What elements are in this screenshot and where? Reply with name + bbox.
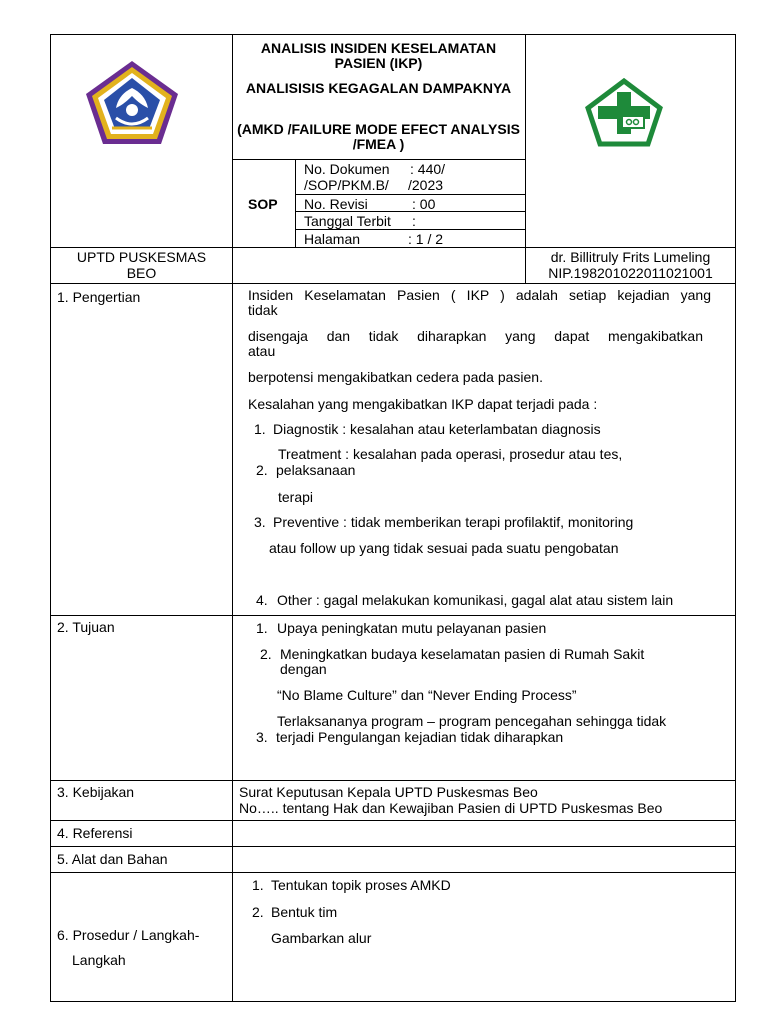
row-line-prosedur — [50, 872, 736, 873]
doc-number-value: : 440/ — [410, 161, 446, 177]
issue-date-label: Tanggal Terbit — [304, 213, 391, 229]
list-item: “No Blame Culture” dan “Never Ending Process” — [277, 687, 577, 703]
header-right-divider — [525, 34, 526, 283]
pengertian-line: Kesalahan yang mengakibatkan IKP dapat terjadi pada : — [248, 396, 598, 412]
pengertian-line: Insiden Keselamatan Pasien ( IKP ) adalah setiap kejadian yang — [248, 287, 711, 303]
list-item: dengan — [280, 661, 327, 677]
header-bottom-line — [50, 247, 736, 248]
row-line-tujuan — [50, 615, 736, 616]
pengertian-line: atau — [248, 343, 276, 359]
list-number: 1. — [256, 620, 268, 636]
list-number: 4. — [256, 592, 268, 608]
list-number: 1. — [254, 421, 266, 437]
list-item: atau follow up yang tidak sesuai pada suatu pengobatan — [269, 540, 619, 556]
list-number: 2. — [256, 462, 268, 478]
list-number: 2. — [252, 904, 264, 920]
list-item: Bentuk tim — [271, 904, 338, 920]
list-item: terjadi Pengulangan kejadian tidak diharapkan — [276, 729, 564, 745]
border-bottom — [50, 1001, 736, 1002]
list-number: 3. — [254, 514, 266, 530]
list-item: Gambarkan alur — [271, 930, 372, 946]
title-divider — [232, 159, 525, 160]
section-pengertian-label: 1. Pengertian — [57, 289, 141, 305]
list-number: 3. — [256, 729, 268, 745]
list-item: pelaksanaan — [276, 462, 356, 478]
sop-divider — [295, 159, 296, 247]
page-value: : 1 / 2 — [408, 231, 444, 247]
document-subtitle: ANALISISIS KEGAGALAN DAMPAKNYA — [245, 80, 512, 96]
revision-value: : 00 — [412, 196, 436, 212]
meta-row-line-1 — [295, 194, 525, 195]
puskesmas-logo-icon — [584, 78, 664, 148]
border-left — [50, 34, 51, 1002]
doc-number-label: No. Dokumen — [304, 161, 390, 177]
org-name-line2: BEO — [126, 265, 157, 281]
border-top — [50, 34, 736, 35]
list-item: Upaya peningkatan mutu pelayanan pasien — [277, 620, 547, 636]
list-number: 2. — [260, 646, 272, 662]
signatory-nip: NIP.198201022011021001 — [548, 265, 713, 281]
document-title: ANALISIS INSIDEN KESELAMATAN PASIEN (IKP) — [260, 40, 497, 71]
kebijakan-line: No….. tentang Hak dan Kewajiban Pasien di UPTD Puskesmas Beo — [239, 800, 663, 816]
list-item: Preventive : tidak memberikan terapi profilaktif, monitoring — [273, 514, 634, 530]
sop-label: SOP — [248, 196, 278, 212]
revision-label: No. Revisi — [304, 196, 368, 212]
list-item: Tentukan topik proses AMKD — [271, 877, 451, 893]
section-prosedur-label: 6. Prosedur / Langkah- — [57, 927, 200, 943]
org-row-bottom-line — [50, 283, 736, 284]
doc-number-year: /2023 — [408, 177, 444, 193]
section-prosedur-label-cont: Langkah — [72, 952, 126, 968]
pengertian-line: tidak — [248, 302, 278, 318]
page-label: Halaman — [304, 231, 361, 247]
row-line-kebijakan — [50, 780, 736, 781]
document-method: (AMKD /FAILURE MODE EFECT ANALYSIS /FMEA ) — [237, 121, 520, 152]
list-item: terapi — [278, 489, 314, 505]
row-line-alat — [50, 846, 736, 847]
meta-row-line-3 — [295, 229, 525, 230]
issue-date-value: : — [412, 213, 416, 229]
list-number: 1. — [252, 877, 264, 893]
kebijakan-line: Surat Keputusan Kepala UPTD Puskesmas Beo — [239, 784, 538, 800]
pengertian-line: disengaja dan tidak diharapkan yang dapat mengakibatkan — [248, 328, 703, 344]
pengertian-line: berpotensi mengakibatkan cedera pada pasien. — [248, 369, 543, 385]
list-item: Meningkatkan budaya keselamatan pasien di Rumah Sakit — [280, 646, 645, 662]
row-line-referensi — [50, 820, 736, 821]
section-referensi-label: 4. Referensi — [57, 825, 133, 841]
border-right — [735, 34, 736, 1002]
list-item: Treatment : kesalahan pada operasi, prosedur atau tes, — [278, 446, 623, 462]
doc-number-code: /SOP/PKM.B/ — [304, 177, 389, 193]
regency-emblem-icon — [82, 58, 182, 148]
list-item: Other : gagal melakukan komunikasi, gagal alat atau sistem lain — [277, 592, 674, 608]
section-tujuan-label: 2. Tujuan — [57, 619, 115, 635]
column-divider — [232, 34, 233, 1002]
signatory-name: dr. Billitruly Frits Lumeling — [550, 249, 711, 265]
org-name-line1: UPTD PUSKESMAS — [76, 249, 207, 265]
section-alat-label: 5. Alat dan Bahan — [57, 851, 168, 867]
section-kebijakan-label: 3. Kebijakan — [57, 784, 135, 800]
list-item: Terlaksananya program – program pencegahan sehingga tidak — [277, 713, 667, 729]
list-item: Diagnostik : kesalahan atau keterlambatan diagnosis — [273, 421, 601, 437]
